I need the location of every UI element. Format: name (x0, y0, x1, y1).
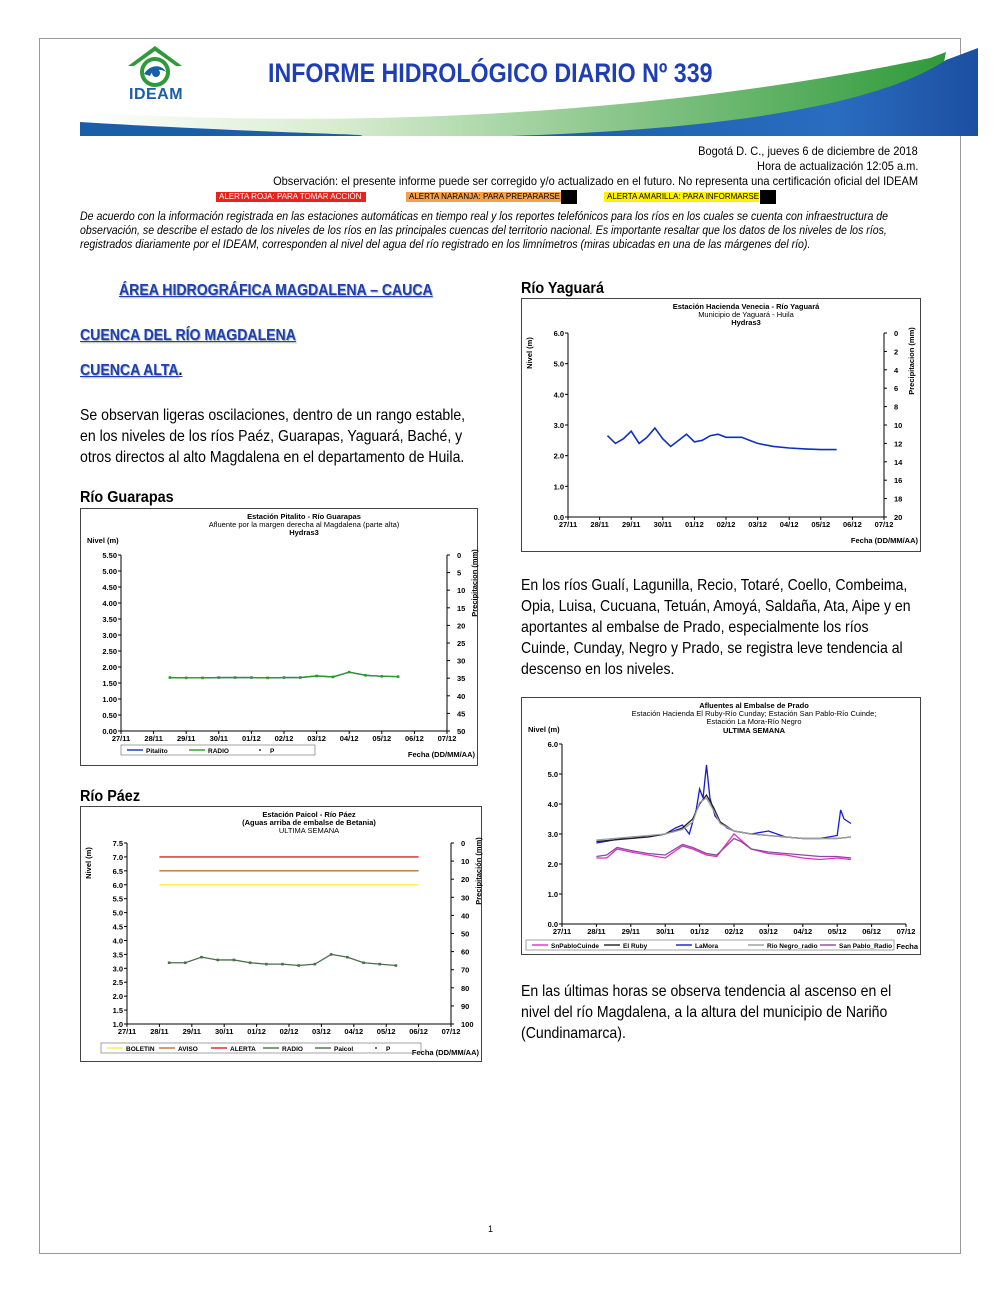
y-axis-label: Nivel (m) (528, 725, 560, 734)
y-tick-label: 5.5 (112, 894, 123, 904)
y-tick-label: 6.5 (112, 866, 123, 876)
x-tick-label: 07/12 (896, 927, 916, 936)
legend-label: SnPabloCuinde (551, 943, 600, 950)
data-point (299, 676, 302, 679)
x-tick-label: 03/12 (748, 520, 767, 529)
y-axis-label: Nivel (m) (87, 536, 119, 545)
subheading-guarapas: Río Guarapas (80, 489, 174, 506)
y2-axis-label: Precipitacion (mm) (470, 549, 479, 617)
y-tick-label: 3.00 (102, 631, 117, 640)
y-tick-label: 0.0 (547, 920, 558, 929)
y-tick-label: 6.0 (553, 329, 564, 338)
y2-tick-label: 10 (457, 586, 466, 596)
redaction-block (760, 190, 776, 204)
y2-tick-label: 35 (457, 674, 466, 684)
x-tick-label: 04/12 (339, 734, 359, 743)
series-line (596, 839, 851, 859)
x-axis-label: Fecha (DD/MM/AA) (850, 536, 918, 545)
y2-tick-label: 14 (894, 457, 903, 467)
x-tick-label: 30/11 (215, 1027, 234, 1036)
legend-label: AVISO (178, 1046, 198, 1053)
update-line: Hora de actualización 12:05 a.m. (756, 159, 918, 173)
y-tick-label: 1.0 (547, 890, 558, 899)
x-tick-label: 06/12 (409, 1027, 428, 1036)
x-tick-label: 05/12 (376, 1027, 396, 1036)
y2-tick-label: 18 (894, 494, 903, 504)
y-tick-label: 3.50 (102, 615, 117, 624)
paragraph-line: aportantes al embalse de Prado, especialmente los ríos (521, 619, 869, 636)
data-point (330, 953, 333, 956)
y-tick-label: 3.0 (547, 830, 558, 839)
legend-swatch (375, 1047, 377, 1049)
y-axis-label: Nivel (m) (525, 337, 534, 369)
chart-subtitle: Estación La Mora-Río Negro (706, 717, 802, 726)
series-line (596, 795, 851, 842)
data-point (395, 964, 398, 967)
x-tick-label: 28/11 (590, 520, 609, 529)
data-point (314, 963, 317, 966)
y-tick-label: 0.50 (102, 711, 117, 720)
paragraph-line: nivel del río Magdalena, a la altura del municipio de Nariño (521, 1004, 888, 1021)
data-point (332, 676, 335, 679)
chart-title: Estación Pitalito - Río Guarapas (247, 512, 361, 521)
x-axis-label: Fecha (896, 942, 918, 951)
x-tick-label: 04/12 (779, 520, 799, 529)
y-tick-label: 4.0 (112, 936, 123, 946)
chart-subtitle: Estación Hacienda El Ruby-Río Cunday; Estación San Pablo-Río Cuinde; (631, 709, 877, 718)
report-title: INFORME HIDROLÓGICO DIARIO Nº 339 (268, 58, 713, 88)
y2-tick-label: 8 (894, 402, 899, 412)
data-point (234, 676, 237, 679)
x-tick-label: 27/11 (552, 927, 572, 936)
y-tick-label: 7.5 (112, 839, 123, 848)
intro-line: observación, se describe el estado de los niveles de los ríos en las principales cuencas del territorio nacional. Es importante resaltar que los datos de los niveles de los ríos, (80, 225, 887, 237)
x-tick-label: 02/12 (724, 927, 744, 936)
y-tick-label: 4.0 (553, 390, 564, 400)
chart-svg (522, 698, 922, 956)
x-tick-label: 05/12 (811, 520, 831, 529)
y-tick-label: 4.5 (112, 922, 123, 932)
data-point (169, 676, 172, 679)
y2-tick-label: 50 (461, 929, 470, 939)
y-tick-label: 3.0 (553, 421, 564, 430)
intro-line: registrados diariamente por el IDEAM, corresponden al nivel del agua del río registrado en los limnímetros (miras ubicadas en una de las márgenes del río). (80, 239, 811, 251)
x-tick-label: 01/12 (685, 520, 704, 529)
data-point (249, 961, 252, 964)
y-tick-label: 5.0 (547, 770, 558, 779)
subheading-yaguara: Río Yaguará (521, 280, 604, 297)
y-tick-label: 3.5 (112, 950, 123, 960)
y2-tick-label: 16 (894, 476, 903, 486)
y2-tick-label: 100 (461, 1020, 474, 1029)
x-tick-label: 28/11 (150, 1027, 169, 1036)
y-tick-label: 2.00 (102, 663, 117, 672)
y2-tick-label: 50 (457, 727, 466, 736)
x-tick-label: 29/11 (177, 734, 196, 743)
x-tick-label: 06/12 (405, 734, 424, 743)
y-tick-label: 5.0 (553, 359, 564, 369)
x-tick-label: 28/11 (144, 734, 163, 743)
data-point (348, 671, 351, 674)
y-tick-label: 1.0 (553, 482, 564, 492)
data-point (281, 963, 284, 966)
date-line: Bogotá D. C., jueves 6 de diciembre de 2018 (698, 144, 918, 158)
x-tick-label: 07/12 (441, 1027, 461, 1036)
data-point (185, 677, 188, 680)
y2-tick-label: 10 (461, 857, 470, 867)
y-tick-label: 4.50 (102, 583, 117, 592)
chart-title: Estación Paicol - Río Páez (262, 810, 356, 819)
x-tick-label: 29/11 (621, 927, 640, 936)
y-tick-label: 5.00 (102, 567, 117, 576)
y2-tick-label: 12 (894, 439, 903, 449)
y2-axis-label: Precipitación (mm) (474, 837, 483, 905)
y2-tick-label: 70 (461, 965, 470, 975)
y-tick-label: 2.50 (102, 647, 117, 656)
x-tick-label: 03/12 (759, 927, 778, 936)
paragraph-line: descenso en los niveles. (521, 661, 675, 678)
x-tick-label: 29/11 (622, 520, 641, 529)
note-line: Observación: el presente informe puede ser corregido y/o actualizado en el futuro. No representa una certificación oficial del IDEAM (273, 174, 918, 188)
cuenca-alta-dot: . (178, 362, 183, 379)
chart-paez (80, 806, 482, 1062)
legend-label: El Ruby (623, 943, 648, 950)
x-tick-label: 29/11 (182, 1027, 201, 1036)
series-line (608, 428, 837, 449)
y-tick-label: 5.50 (102, 551, 117, 560)
chart-subtitle: Municipio de Yaguará - Huila (698, 310, 794, 319)
data-point (265, 963, 268, 966)
x-tick-label: 05/12 (372, 734, 392, 743)
y2-tick-label: 30 (457, 656, 466, 666)
y2-tick-label: 6 (894, 384, 899, 394)
legend-label: RADIO (208, 748, 229, 755)
chart-title: Afluentes al Embalse de Prado (699, 701, 809, 710)
x-tick-label: 28/11 (587, 927, 606, 936)
alert-yellow-badge: ALERTA AMARILLA: PARA INFORMARSE (604, 192, 759, 202)
y2-tick-label: 10 (894, 421, 903, 430)
y-tick-label: 3.0 (112, 964, 123, 974)
chart-legend (121, 745, 315, 755)
cuenca-alta-text: CUENCA ALTA (80, 362, 179, 379)
x-tick-label: 30/11 (209, 734, 228, 743)
y2-tick-label: 60 (461, 947, 470, 957)
x-tick-label: 07/12 (874, 520, 894, 529)
data-point (168, 961, 171, 964)
alert-red-badge: ALERTA ROJA: PARA TOMAR ACCIÓN (216, 192, 366, 202)
y-tick-label: 1.00 (102, 695, 117, 704)
data-point (283, 676, 286, 679)
x-tick-label: 27/11 (111, 734, 131, 743)
data-point (233, 959, 236, 962)
chart-svg (81, 509, 479, 767)
chart-subtitle: ULTIMA SEMANA (722, 726, 786, 735)
chart-guarapas (80, 508, 478, 766)
paragraph-line: en los niveles de los ríos Paéz, Guarapas, Yaguará, Baché, y (80, 428, 463, 445)
x-tick-label: 01/12 (690, 927, 709, 936)
chart-subtitle: (Aguas arriba de embalse de Betania) (242, 818, 376, 827)
y-tick-label: 6.0 (547, 740, 558, 749)
data-point (216, 959, 219, 962)
paragraph-3 (521, 981, 891, 1044)
y-tick-label: 0.0 (553, 513, 564, 522)
data-point (364, 674, 367, 677)
y-tick-label: 2.0 (112, 992, 123, 1002)
x-tick-label: 30/11 (653, 520, 672, 529)
x-tick-label: 27/11 (558, 520, 578, 529)
series-line (596, 798, 851, 840)
paragraph-line: Cuinde, Cunday, Negro y Prado, se registra leve tendencia al (521, 640, 903, 657)
data-point (297, 964, 300, 967)
y-tick-label: 1.5 (112, 1006, 123, 1016)
x-tick-label: 03/12 (312, 1027, 331, 1036)
x-axis-label: Fecha (DD/MM/AA) (411, 1048, 479, 1057)
data-point (315, 675, 318, 678)
subheading-paez: Río Páez (80, 788, 141, 805)
paragraph-line: Opia, Luisa, Cucuana, Tetuán, Amoyá, Saldaña, Ata, Aipe y en (521, 598, 911, 615)
chart-prado (521, 697, 921, 955)
x-tick-label: 01/12 (247, 1027, 266, 1036)
y2-tick-label: 4 (894, 365, 899, 375)
data-point (378, 963, 381, 966)
x-tick-label: 30/11 (656, 927, 675, 936)
cuenca-heading: CUENCA DEL RÍO MAGDALENA (80, 327, 296, 344)
y-tick-label: 1.50 (102, 679, 117, 688)
y2-tick-label: 0 (894, 329, 899, 338)
legend-swatch (259, 749, 261, 751)
y2-tick-label: 20 (894, 513, 903, 522)
y-tick-label: 4.00 (102, 599, 117, 608)
y-tick-label: 2.5 (112, 978, 123, 988)
y2-tick-label: 20 (457, 621, 466, 631)
y-tick-label: 1.0 (112, 1020, 123, 1029)
paragraph-line: Se observan ligeras oscilaciones, dentro de un rango estable, (80, 407, 466, 424)
data-point (346, 956, 349, 959)
area-heading: ÁREA HIDROGRÁFICA MAGDALENA – CAUCA (119, 282, 433, 299)
chart-legend (101, 1043, 421, 1053)
paragraph-line: (Cundinamarca). (521, 1025, 626, 1042)
data-point (218, 676, 221, 679)
y-tick-label: 7.0 (112, 852, 123, 862)
y2-tick-label: 15 (457, 603, 466, 613)
paragraph-line: En los ríos Gualí, Lagunilla, Recio, Totaré, Coello, Combeima, (521, 577, 908, 594)
chart-subtitle: Hydras3 (731, 318, 761, 327)
y2-tick-label: 5 (457, 568, 462, 578)
y-tick-label: 5.0 (112, 908, 123, 918)
chart-svg (81, 807, 483, 1063)
paragraph-line: otros directos al alto Magdalena en el departamento de Huila. (80, 449, 465, 466)
y-tick-label: 6.0 (112, 880, 123, 890)
y2-tick-label: 0 (457, 551, 462, 560)
x-tick-label: 06/12 (862, 927, 881, 936)
paragraph-1 (80, 405, 465, 468)
page-number: 1 (488, 1224, 494, 1234)
y2-tick-label: 30 (461, 893, 470, 903)
chart-subtitle: ULTIMA SEMANA (278, 826, 340, 835)
y2-tick-label: 40 (457, 691, 466, 701)
redaction-block (561, 190, 577, 204)
data-point (266, 677, 269, 680)
paragraph-line: En las últimas horas se observa tendencia al ascenso en el (521, 983, 892, 1000)
chart-title: Estación Hacienda Venecia - Río Yaguará (672, 302, 820, 311)
data-point (381, 675, 384, 678)
y2-tick-label: 40 (461, 911, 470, 921)
y-tick-label: 2.0 (547, 860, 558, 869)
y-tick-label: 4.0 (547, 800, 558, 809)
intro-line: De acuerdo con la información registrada en las estaciones automáticas en tiempo real y los reportes telefónicos para los ríos en los cuales se cuenta con infraestructura de (80, 211, 889, 223)
intro-paragraph (80, 210, 889, 252)
y2-tick-label: 45 (457, 709, 466, 719)
x-tick-label: 01/12 (242, 734, 261, 743)
x-tick-label: 07/12 (437, 734, 457, 743)
data-point (201, 677, 204, 680)
legend-label: LaMora (695, 943, 719, 950)
x-tick-label: 02/12 (279, 1027, 299, 1036)
y-tick-label: 0.00 (102, 727, 117, 736)
legend-label: BOLETIN (126, 1046, 155, 1053)
x-tick-label: 05/12 (827, 927, 847, 936)
paragraph-2 (521, 575, 911, 680)
y2-tick-label: 90 (461, 1001, 470, 1011)
legend-label: Paicol (334, 1046, 354, 1053)
x-tick-label: 04/12 (793, 927, 813, 936)
x-tick-label: 06/12 (843, 520, 862, 529)
data-point (397, 675, 400, 678)
y2-tick-label: 80 (461, 983, 470, 993)
y2-tick-label: 25 (457, 639, 466, 648)
data-point (362, 961, 365, 964)
x-axis-label: Fecha (DD/MM/AA) (407, 750, 475, 759)
x-tick-label: 04/12 (344, 1027, 364, 1036)
chart-subtitle: Hydras3 (289, 528, 319, 537)
chart-svg (522, 299, 922, 553)
y2-axis-label: Precipitacion (mm) (907, 327, 916, 395)
legend-label: P (270, 748, 275, 755)
legend-label: P (386, 1046, 391, 1053)
x-tick-label: 03/12 (307, 734, 326, 743)
legend-label: Rio Negro_radio (767, 943, 818, 950)
y2-tick-label: 2 (894, 347, 899, 357)
x-tick-label: 27/11 (117, 1027, 137, 1036)
legend-label: ALERTA (230, 1046, 256, 1053)
chart-subtitle: Afluente por la margen derecha al Magdalena (parte alta) (208, 520, 400, 529)
legend-label: San Pablo_Radio (839, 943, 893, 950)
alert-orange-badge: ALERTA NARANJA: PARA PREPARARSE (406, 192, 561, 202)
data-point (184, 961, 187, 964)
cuenca-alta-heading (80, 362, 182, 380)
chart-legend (526, 940, 894, 950)
series-line (596, 765, 851, 843)
data-point (200, 956, 203, 959)
logo-text: IDEAM (129, 86, 184, 103)
x-tick-label: 02/12 (716, 520, 736, 529)
chart-yaguara (521, 298, 921, 552)
y-tick-label: 2.0 (553, 451, 564, 461)
y2-tick-label: 0 (461, 839, 466, 848)
legend-label: Pitalito (146, 748, 168, 755)
y-axis-label: Nivel (m) (84, 847, 93, 879)
y2-tick-label: 20 (461, 875, 470, 885)
data-point (250, 676, 253, 679)
legend-label: RADIO (282, 1046, 303, 1053)
x-tick-label: 02/12 (274, 734, 294, 743)
